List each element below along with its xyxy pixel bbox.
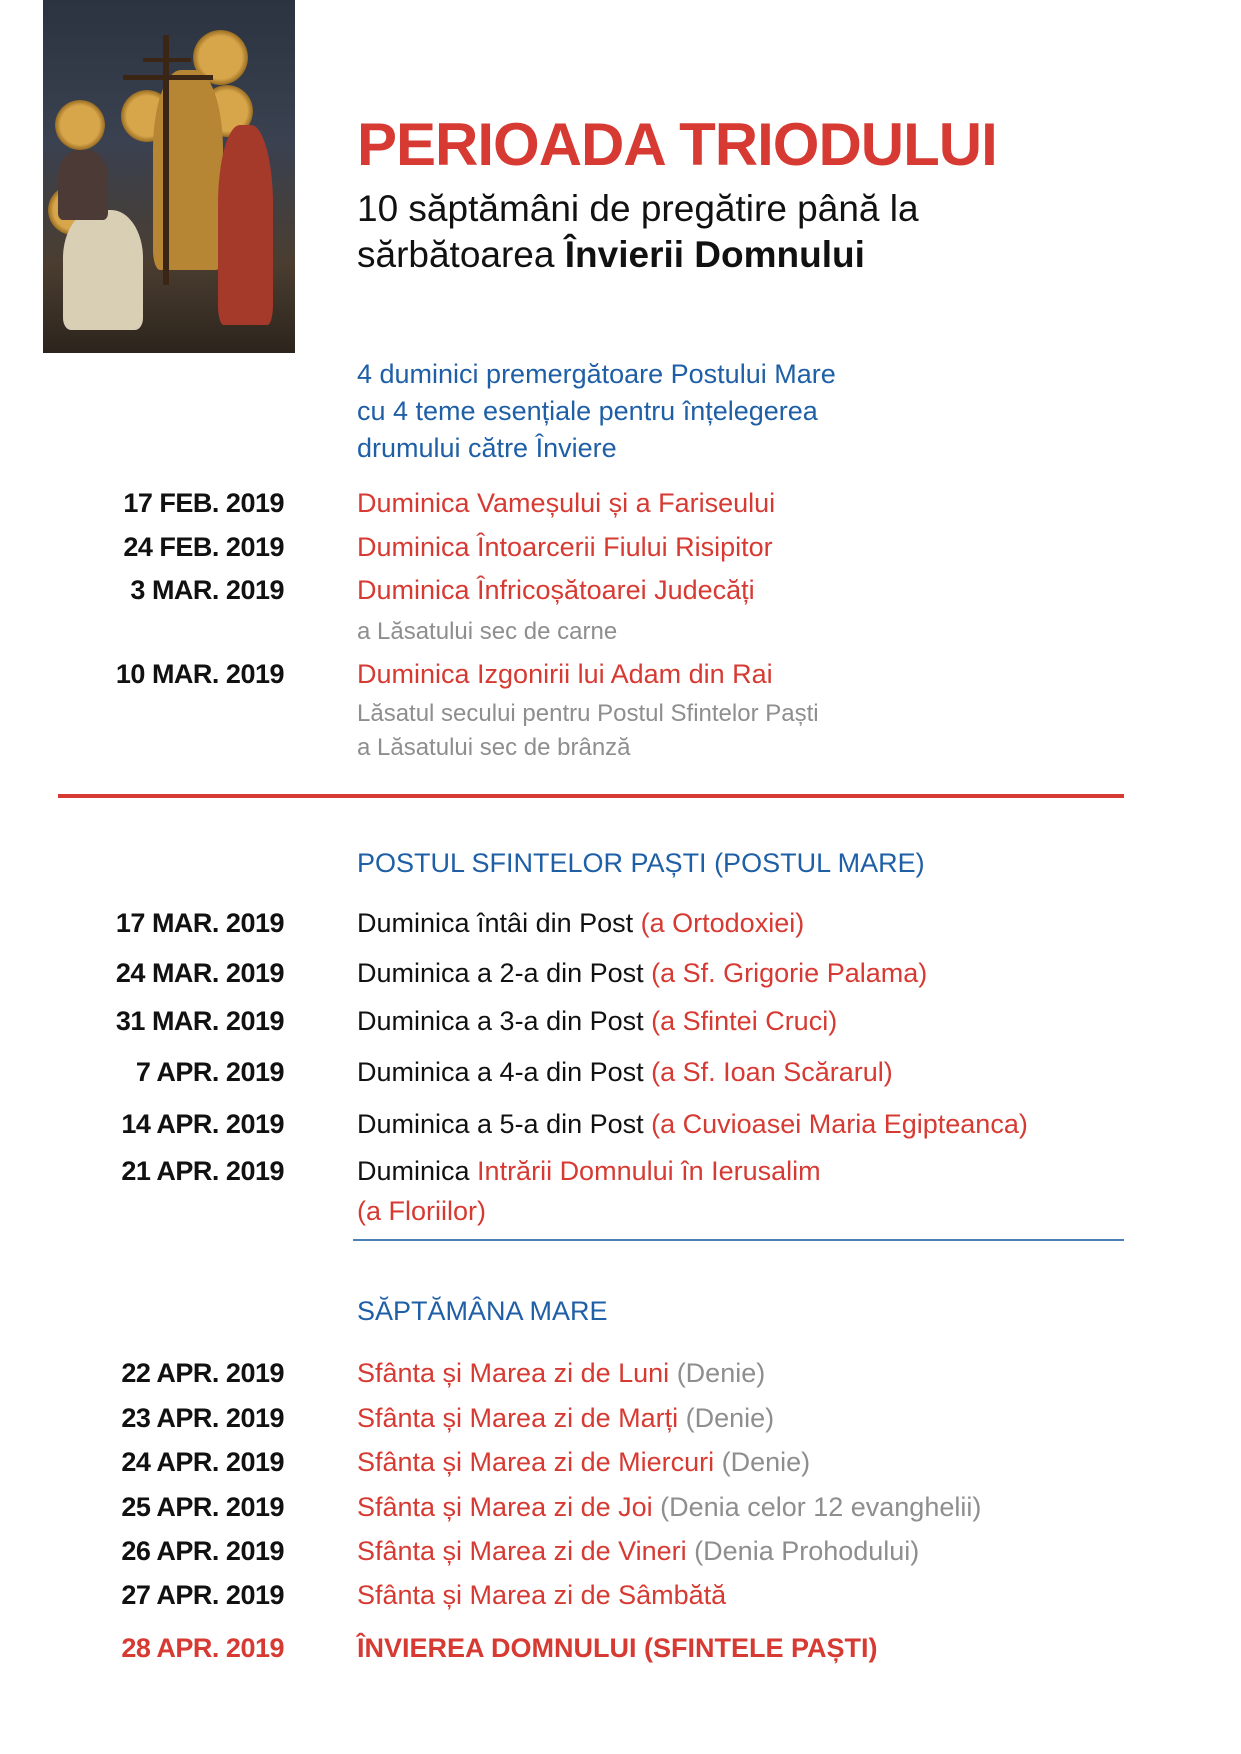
page-subtitle (357, 186, 1117, 278)
row-date: 24 APR. 2019 (121, 1447, 284, 1477)
event-text: Sfânta și Marea zi de Miercuri (357, 1447, 715, 1477)
event-extra: Intrării Domnului în Ierusalim (477, 1156, 821, 1186)
row-date: 26 APR. 2019 (121, 1536, 284, 1566)
intro-text (357, 356, 1057, 467)
event-note: (Denie) (714, 1447, 811, 1477)
event-text: Duminica (357, 1156, 478, 1186)
row-date: 31 MAR. 2019 (115, 1006, 284, 1036)
row-date: 7 APR. 2019 (135, 1057, 284, 1087)
robe-decoration (63, 210, 143, 330)
cross-decoration (143, 58, 191, 62)
event-note: (Denia celor 12 evanghelii) (652, 1492, 982, 1522)
row-event: Duminica Vameșului și a Fariseului (357, 488, 776, 518)
row-event (357, 1403, 774, 1434)
row-event (357, 1492, 981, 1523)
subtitle-line2: sărbătoarea (357, 234, 565, 275)
row-date: 25 APR. 2019 (121, 1492, 284, 1522)
section-heading-saptamana-mare: SĂPTĂMÂNA MARE (357, 1296, 608, 1326)
event-text: Duminica a 3-a din Post (357, 1006, 652, 1036)
event-extra: (a Sfintei Cruci) (651, 1006, 838, 1036)
row-event (357, 958, 927, 989)
row-event-easter: ÎNVIEREA DOMNULUI (SFINTELE PAȘTI) (357, 1633, 878, 1663)
row-date: 23 APR. 2019 (121, 1403, 284, 1433)
event-extra: (a Cuvioasei Maria Egipteanca) (651, 1109, 1028, 1139)
event-note: (Denie) (678, 1403, 775, 1433)
intro-line: cu 4 teme esențiale pentru înțelegerea (357, 396, 818, 426)
row-event (357, 1447, 810, 1478)
robe-decoration (58, 150, 108, 220)
row-date: 14 APR. 2019 (121, 1109, 284, 1139)
event-extra: (a Sf. Grigorie Palama) (651, 958, 928, 988)
event-text: Sfânta și Marea zi de Vineri (357, 1536, 687, 1566)
subtitle-emphasis: Învierii Domnului (564, 234, 865, 275)
row-note: a Lăsatului sec de brânză (357, 734, 631, 761)
icon-painting-image (43, 0, 295, 353)
row-date: 21 APR. 2019 (121, 1156, 284, 1186)
row-event: Duminica Întoarcerii Fiului Risipitor (357, 532, 773, 562)
event-extra: (a Sf. Ioan Scărarul) (651, 1057, 893, 1087)
intro-line: drumului către Înviere (357, 433, 617, 463)
section-divider-red (58, 794, 1124, 798)
event-note: (Denia Prohodului) (686, 1536, 920, 1566)
row-event (357, 1156, 821, 1187)
section-divider-blue (353, 1239, 1124, 1241)
section-heading-postul-mare: POSTUL SFINTELOR PAȘTI (POSTUL MARE) (357, 848, 925, 878)
row-date: 17 MAR. 2019 (115, 908, 284, 938)
event-text: Duminica a 2-a din Post (357, 958, 652, 988)
event-text: Duminica întâi din Post (357, 908, 641, 938)
row-event (357, 1109, 1028, 1140)
event-text: Sfânta și Marea zi de Marți (357, 1403, 679, 1433)
row-event: Duminica Înfricoșătoarei Judecăți (357, 575, 755, 605)
row-date-easter: 28 APR. 2019 (121, 1633, 284, 1663)
page-title: PERIOADA TRIODULUI (357, 111, 997, 178)
robe-decoration (218, 125, 273, 325)
row-event (357, 1358, 765, 1389)
row-event: Duminica Izgonirii lui Adam din Rai (357, 659, 773, 689)
cross-decoration (123, 75, 213, 80)
event-text: Duminica a 4-a din Post (357, 1057, 652, 1087)
row-note: Lăsatul secului pentru Postul Sfintelor Paști (357, 700, 819, 727)
row-date: 24 FEB. 2019 (123, 532, 284, 562)
row-event (357, 1006, 837, 1037)
row-date: 24 MAR. 2019 (115, 958, 284, 988)
row-date: 22 APR. 2019 (121, 1358, 284, 1388)
row-note: a Lăsatului sec de carne (357, 618, 618, 645)
event-text: Sfânta și Marea zi de Luni (357, 1358, 670, 1388)
event-note: (Denie) (669, 1358, 766, 1388)
row-event (357, 1536, 919, 1567)
row-event (357, 908, 804, 939)
row-event-line2: (a Floriilor) (357, 1196, 487, 1226)
event-extra: (a Ortodoxiei) (640, 908, 805, 938)
halo-decoration (55, 100, 105, 150)
event-text: Duminica a 5-a din Post (357, 1109, 652, 1139)
row-date: 3 MAR. 2019 (130, 575, 284, 605)
event-text: Sfânta și Marea zi de Joi (357, 1492, 653, 1522)
row-date: 10 MAR. 2019 (115, 659, 284, 689)
event-text: Sfânta și Marea zi de Sâmbătă (357, 1580, 727, 1610)
row-event (357, 1580, 726, 1611)
row-date: 27 APR. 2019 (121, 1580, 284, 1610)
row-date: 17 FEB. 2019 (123, 488, 284, 518)
intro-line: 4 duminici premergătoare Postului Mare (357, 359, 836, 389)
row-event (357, 1057, 893, 1088)
cross-decoration (163, 35, 169, 285)
subtitle-line1: 10 săptămâni de pregătire până la (357, 188, 919, 229)
